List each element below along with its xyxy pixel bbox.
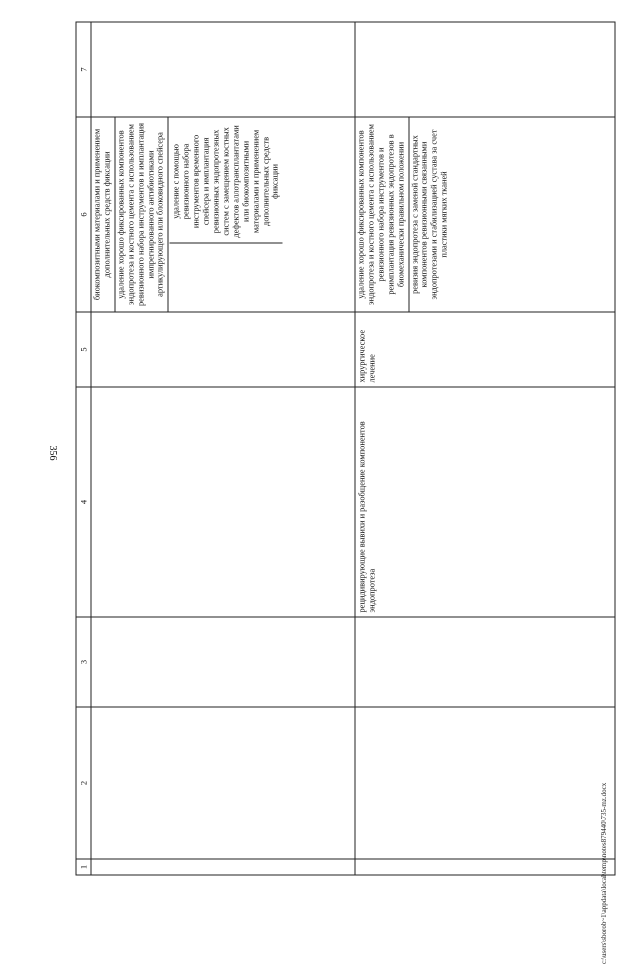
cell-col1 <box>355 859 615 875</box>
treatment-item: ревизия эндопротеза с заменой стандартных компонентов ревизионными связанными эндопротезами и стабилизацией сустава за счет пластики мягких тканей <box>409 129 449 300</box>
diagnosis-cell: рецидивирующие вывихи и разобщение компонентов эндопротеза <box>355 387 615 617</box>
treatment-item: биокомпозитными материалами и применением дополнительных средств фиксации <box>91 117 115 311</box>
col-header-4: 4 <box>76 387 91 617</box>
cell-col3 <box>91 617 355 707</box>
cell-col1 <box>91 859 355 875</box>
treatment-item: удаление с помощью ревизионного набора инструментов временного спейсера и имплантация ревизионных эндопротезных систем с замещением костных дефектов аллотрансплантатами или биокомпозитными материалами и применением дополнительных средств фиксации <box>169 120 282 243</box>
table-region <box>75 22 615 875</box>
page-number: 356 <box>47 445 58 461</box>
cell-col2 <box>355 707 615 859</box>
table-row <box>355 22 615 875</box>
col-header-6: 6 <box>76 117 91 312</box>
cell-col4 <box>91 387 355 617</box>
treatment-item: удаление хорошо фиксированных компонентов эндопротеза и костного цемента с использованием ревизионного набора инструментов и реимплантация ревизионных эндопротезов в биомеханически правильном положении <box>355 117 409 311</box>
footer-file-path: c:\users\sborob~1\appdata\local\temp\notes879440\735-mz.docx <box>600 782 608 964</box>
cell-col7 <box>91 22 355 117</box>
cell-col2 <box>91 707 355 859</box>
cell-col6 <box>91 117 355 312</box>
col-header-1: 1 <box>76 859 91 875</box>
col-header-2: 2 <box>76 707 91 859</box>
table-row <box>91 22 355 875</box>
cell-col6 <box>355 117 615 312</box>
medical-table <box>75 21 615 875</box>
cell-col3 <box>355 617 615 707</box>
cell-col7 <box>355 22 615 117</box>
rotated-table-canvas <box>75 22 615 875</box>
cell-col5 <box>91 312 355 387</box>
col-header-7: 7 <box>76 22 91 117</box>
treatment-item: удаление хорошо фиксированных компонентов эндопротеза и костного цемента с использованием ревизионного набора инструментов и имплантация импрегнированного антибиотиками артикулирующего или блоковидного спейсера <box>115 117 169 311</box>
treatment-item-nested <box>168 117 284 311</box>
treatment-type-cell: хирургическое лечение <box>355 312 615 387</box>
header-row <box>76 22 91 875</box>
col-header-5: 5 <box>76 312 91 387</box>
col-header-3: 3 <box>76 617 91 707</box>
